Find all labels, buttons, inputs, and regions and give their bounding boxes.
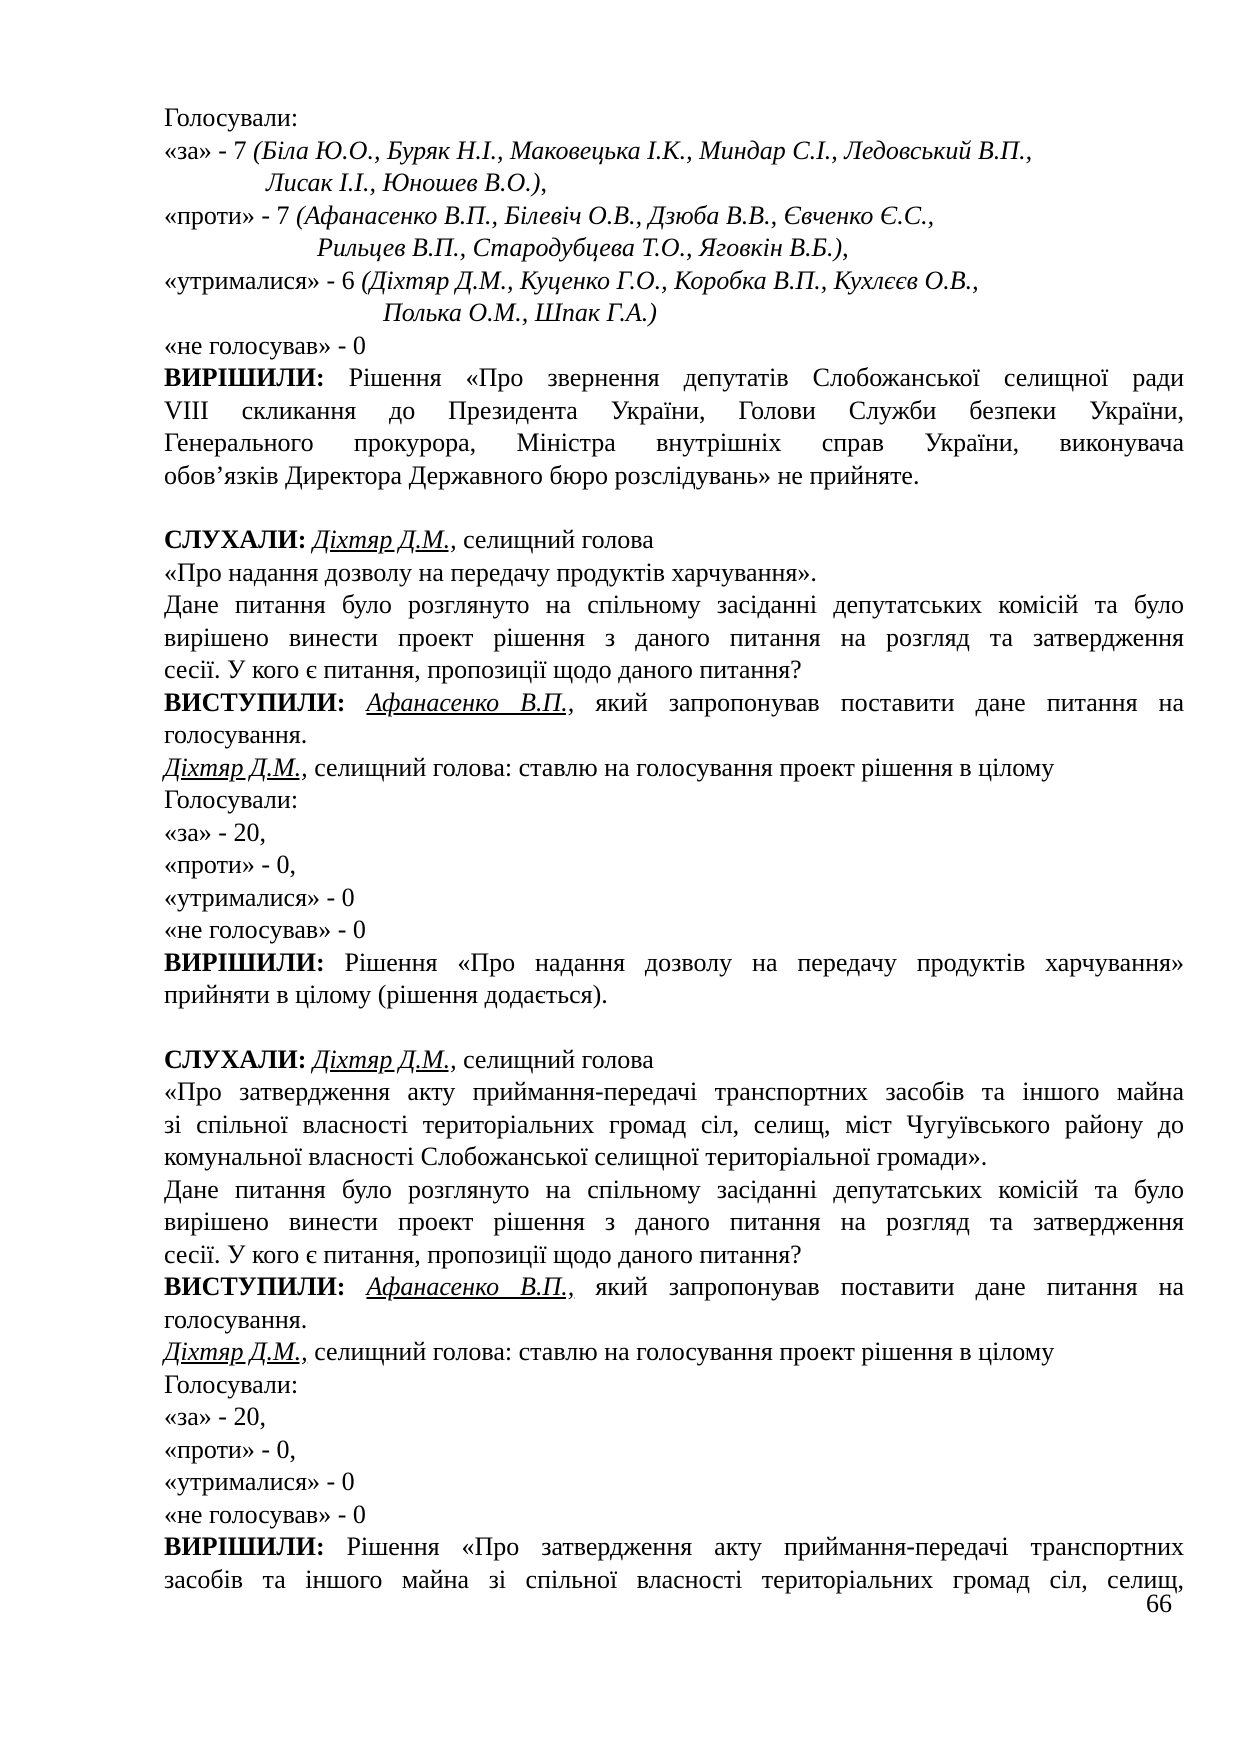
spoke-line: ВИСТУПИЛИ: Афанасенко В.П., який запропонував поставити дане питання на — [164, 1272, 1185, 1301]
item-description: вирішено винести проект рішення з даного питання на розгляд та затвердження — [164, 1207, 1184, 1236]
vote-against: «проти» - 0, — [164, 1434, 297, 1464]
speaker-name: Афанасенко В.П., — [366, 687, 575, 717]
chair-line: Діхтяр Д.М., селищний голова: ставлю на голосування проект рішення в цілому — [164, 752, 1055, 782]
vote-for-label: «за» - 7 — [164, 135, 253, 165]
decision-line: Генерального прокурора, Міністра внутрішніх справ України, виконувача — [164, 428, 1184, 457]
item-description: сесії. У кого є питання, пропозиції щодо даного питання? — [164, 655, 802, 684]
item-title: зі спільної власності територіальних громад сіл, селищ, міст Чугуївського району до — [164, 1109, 1184, 1139]
vote-abstain-line — [164, 265, 1184, 298]
vote-against-names: (Афанасенко В.П., Білевіч О.В., Дзюба В.В., Євченко Є.С., — [296, 200, 935, 230]
vote-novote: «не голосував» - 0 — [164, 915, 366, 944]
spoke-label: ВИСТУПИЛИ: — [164, 687, 346, 717]
heard-label: СЛУХАЛИ: — [164, 525, 307, 554]
vote-abstain: «утрималися» - 0 — [164, 882, 355, 912]
decision-line: прийняти в цілому (рішення додається). — [164, 980, 608, 1009]
spoke-line-cont: голосування. — [164, 720, 308, 749]
item-title: комунальної власності Слобожанської селищної територіальної громади». — [164, 1142, 988, 1171]
vote-against: «проти» - 0, — [164, 850, 297, 879]
heard-label: СЛУХАЛИ: — [164, 1044, 307, 1074]
vote-for-line — [164, 135, 1184, 168]
chair-line: Діхтяр Д.М., селищний голова: ставлю на голосування проект рішення в цілому — [164, 1337, 1055, 1366]
speaker-name: Діхтяр Д.М., — [312, 1044, 457, 1074]
speaker-name: Діхтяр Д.М., — [312, 525, 457, 554]
vote-novote: «не голосував» - 0 — [164, 330, 366, 360]
item-description: Дане питання було розглянуто на спільному засіданні депутатських комісій та було — [164, 1174, 1184, 1204]
heard-line: СЛУХАЛИ: Діхтяр Д.М., селищний голова — [164, 1044, 654, 1074]
spoke-label: ВИСТУПИЛИ: — [164, 1272, 346, 1301]
decision-line: VIII скликання до Президента України, Голови Служби безпеки України, — [164, 395, 1184, 425]
vote-against-label: «проти» - 7 — [164, 200, 297, 230]
chair-name: Діхтяр Д.М., — [164, 752, 308, 782]
decision-label: ВИРІШИЛИ: — [164, 1532, 325, 1561]
chair-name: Діхтяр Д.М., — [164, 1337, 308, 1366]
spoke-line: ВИСТУПИЛИ: Афанасенко В.П., який запропонував поставити дане питання на — [164, 687, 1185, 717]
decision-line: ВИРІШИЛИ: Рішення «Про затвердження акту приймання-передачі транспортних — [164, 1532, 1184, 1561]
item-description: сесії. У кого є питання, пропозиції щодо даного питання? — [164, 1239, 802, 1269]
vote-abstain: «утрималися» - 0 — [164, 1467, 355, 1496]
item-description: Дане питання було розглянуто на спільному засіданні депутатських комісій та було — [164, 590, 1184, 619]
vote-against-names-cont: Рильцев В.П., Стародубцева Т.О., Яговкін В.Б.), — [317, 233, 849, 262]
vote-for-names-cont: Лисак І.І., Юношев В.О.), — [266, 168, 547, 197]
decision-line: ВИРІШИЛИ: Рішення «Про надання дозволу на передачу продуктів харчування» — [164, 947, 1184, 977]
heard-line: СЛУХАЛИ: Діхтяр Д.М., селищний голова — [164, 525, 654, 554]
vote-abstain-label: «утрималися» - 6 — [164, 265, 362, 295]
decision-line: обов’язків Директора Державного бюро розслідувань» не прийняте. — [164, 460, 920, 490]
vote-abstain-names: (Діхтяр Д.М., Куценко Г.О., Коробка В.П., Кухлєєв О.В., — [361, 265, 979, 295]
page-content — [164, 102, 1184, 1596]
page-number: 66 — [1146, 1589, 1172, 1618]
decision-line: засобів та іншого майна зі спільної власності територіальних громад сіл, селищ, — [164, 1564, 1184, 1594]
item-title: «Про затвердження акту приймання-передачі транспортних засобів та іншого майна — [164, 1077, 1184, 1106]
vote-heading: Голосували: — [164, 1369, 299, 1399]
vote-abstain-names-cont: Полька О.М., Шпак Г.А.) — [383, 298, 657, 327]
decision-line: ВИРІШИЛИ: Рішення «Про звернення депутатів Слобожанської селищної ради — [164, 363, 1185, 392]
item-description: вирішено винести проект рішення з даного питання на розгляд та затвердження — [164, 622, 1184, 652]
decision-label: ВИРІШИЛИ: — [164, 947, 325, 977]
vote-against-line — [164, 200, 1184, 233]
vote-for: «за» - 20, — [164, 817, 266, 847]
vote-for-names: (Біла Ю.О., Буряк Н.І., Маковецька І.К., Миндар С.І., Ледовський В.П., — [252, 135, 1033, 165]
vote-novote: «не голосував» - 0 — [164, 1499, 366, 1529]
vote-heading: Голосували: — [164, 103, 299, 132]
vote-for: «за» - 20, — [164, 1402, 266, 1431]
vote-heading: Голосували: — [164, 785, 299, 814]
spoke-line-cont: голосування. — [164, 1304, 308, 1334]
item-title: «Про надання дозволу на передачу продуктів харчування». — [164, 557, 817, 587]
decision-label: ВИРІШИЛИ: — [164, 363, 325, 392]
speaker-name: Афанасенко В.П., — [366, 1272, 575, 1301]
